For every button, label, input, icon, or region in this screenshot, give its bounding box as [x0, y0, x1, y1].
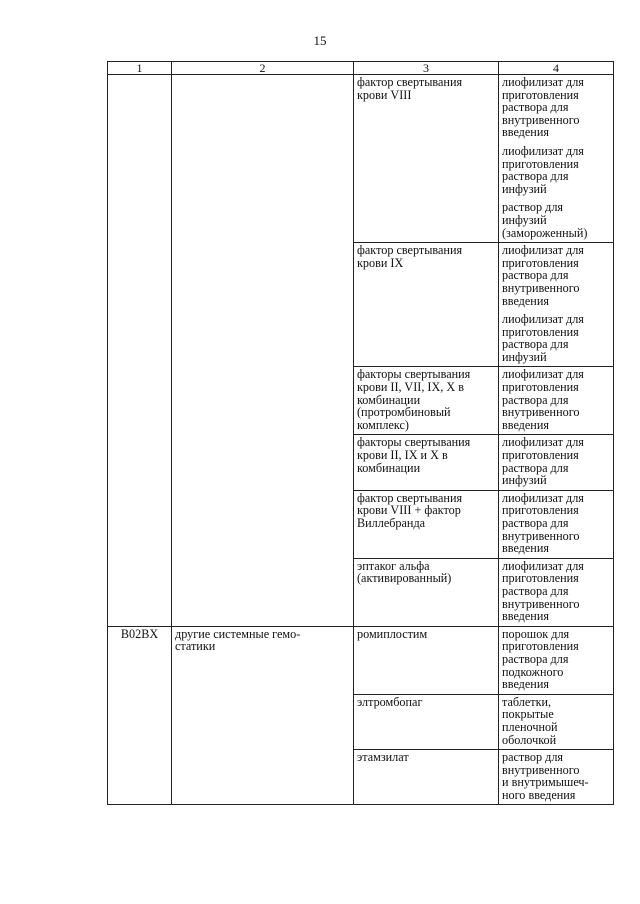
drug-name-cell [354, 435, 499, 490]
dosage-form: порошок для приготовления раствора для подкожного введения [502, 626, 579, 692]
table-row [108, 626, 614, 694]
dosage-form: лиофилизат для приготовления раствора для внутривенного введения [502, 558, 584, 624]
drug-name: фактор свертывания крови IX [357, 243, 463, 270]
atc-code-cell [108, 626, 172, 805]
atc-code [108, 75, 171, 79]
page-number: 15 [313, 33, 327, 48]
dosage-form: раствор для внутривенного и внутримышеч- ного введения [502, 750, 589, 802]
group-name-cell [172, 626, 354, 805]
header-cell-2: 2 [172, 62, 354, 75]
dosage-forms-cell [499, 626, 614, 694]
table-row [108, 75, 614, 243]
dosage-forms-cell [499, 367, 614, 435]
dosage-form: лиофилизат для приготовления раствора для внутривенного введения [502, 243, 584, 308]
dosage-form: лиофилизат для приготовления раствора для внутривенного введения [502, 367, 584, 432]
dosage-forms-cell [499, 558, 614, 626]
dosage-form: таблетки, покрытые пленочной оболочкой [502, 694, 558, 747]
dosage-form: лиофилизат для приготовления раствора для инфузий [502, 143, 584, 196]
drug-name-cell [354, 75, 499, 243]
drug-name: факторы свертывания крови II, VII, IX, X в комбинации (протромбиновый комплекс) [357, 367, 471, 432]
drug-name-cell [354, 367, 499, 435]
header-row [108, 62, 614, 75]
dosage-form: лиофилизат для приготовления раствора для внутривенного введения [502, 75, 584, 140]
header-cell-4: 4 [499, 62, 614, 75]
dosage-form: лиофилизат для приготовления раствора для инфузий [502, 435, 584, 488]
dosage-forms-cell [499, 750, 614, 805]
drug-name: этамзилат [357, 750, 409, 765]
drug-name: эптаког альфа (активированный) [357, 558, 452, 586]
drug-name: ромиплостим [357, 626, 428, 641]
drug-name-cell [354, 243, 499, 367]
dosage-form: лиофилизат для приготовления раствора для инфузий [502, 312, 584, 364]
dosage-forms-cell [499, 694, 614, 749]
dosage-form: лиофилизат для приготовления раствора для внутривенного введения [502, 490, 584, 556]
atc-code: B02BX [120, 626, 159, 641]
drug-name-cell [354, 490, 499, 558]
drug-name-cell [354, 750, 499, 805]
dosage-forms-cell [499, 490, 614, 558]
drug-name-cell [354, 694, 499, 749]
group-name: другие системные гемо- статики [175, 626, 301, 654]
dosage-forms-cell [499, 75, 614, 243]
header-cell-3: 3 [354, 62, 499, 75]
drug-name-cell [354, 626, 499, 694]
drug-table [107, 61, 614, 805]
dosage-forms-cell [499, 435, 614, 490]
drug-name: элтромбопаг [357, 694, 423, 709]
dosage-forms-cell [499, 243, 614, 367]
group-name-cell [172, 75, 354, 627]
atc-code-cell [108, 75, 172, 627]
drug-name: фактор свертывания крови VIII [357, 75, 463, 102]
dosage-form: раствор для инфузий (замороженный) [502, 200, 588, 240]
header-cell-1: 1 [108, 62, 172, 75]
group-name [172, 75, 353, 79]
drug-name: факторы свертывания крови II, IX и X в комбинации [357, 435, 471, 475]
drug-name: фактор свертывания крови VIII + фактор Виллебранда [357, 490, 463, 530]
drug-name-cell [354, 558, 499, 626]
